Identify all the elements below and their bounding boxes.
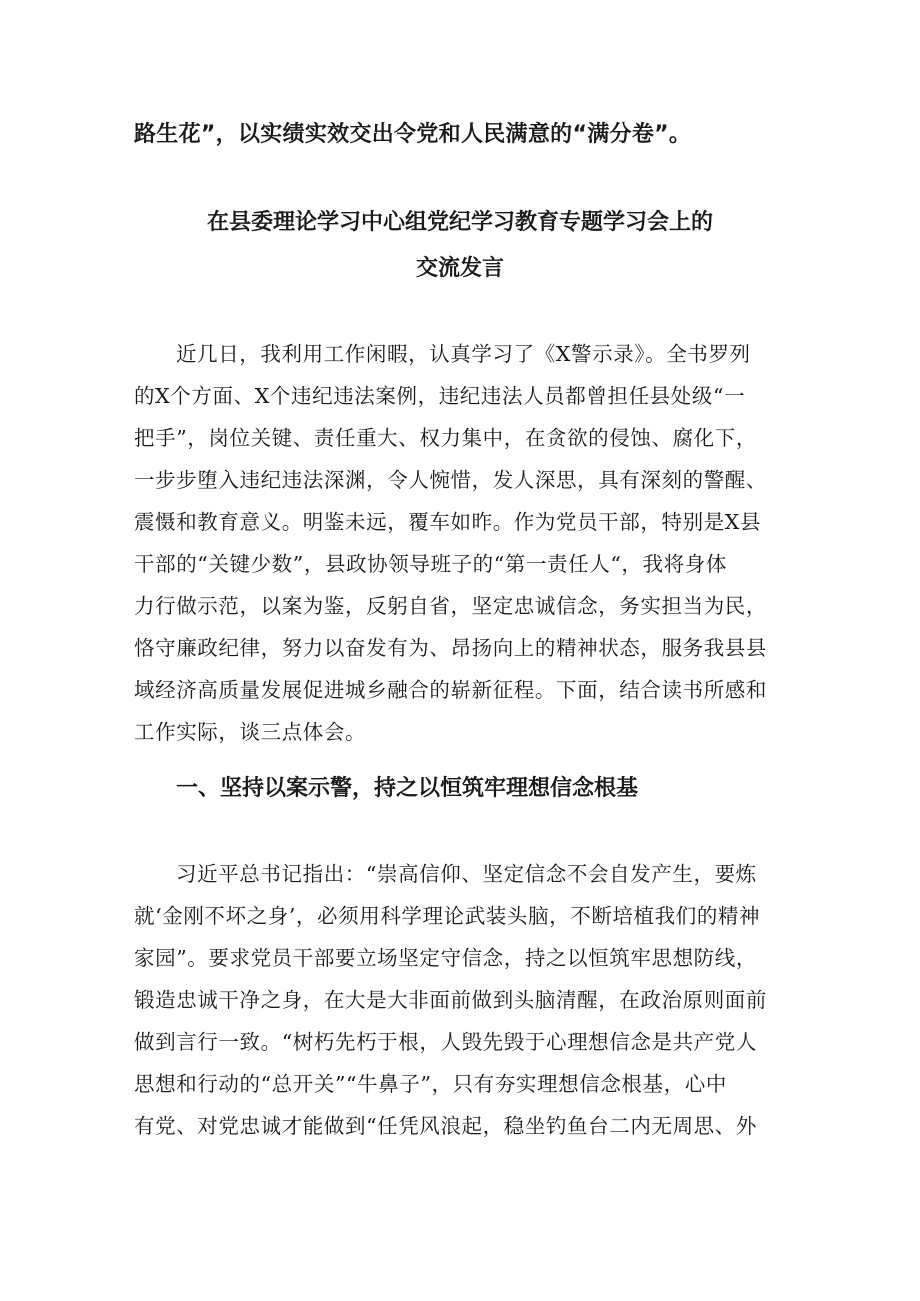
document-title-line-1: 在县委理论学习中心组党纪学习教育专题学习会上的 [206,210,713,235]
paragraph-1-line: 域经济高质量发展促进城乡融合的崭新征程。下面，结合读书所感和 [134,678,767,702]
paragraph-2-line: 有党、对党忠诚才能做到“任凭风浪起，稳坐钓鱼台二内无周思、外 [134,1114,757,1138]
document-title-line-2: 交流发言 [415,256,504,281]
paragraph-2-line: 思想和行动的“总开关”“牛鼻子”，只有夯实理想信念根基，心中 [134,1072,727,1096]
paragraph-1-line: 的X个方面、X个违纪违法案例，违纪违法人员都曾担任县处级“一 [134,384,746,408]
paragraph-1-line: 把手”，岗位关键、责任重大、权力集中，在贪欲的侵蚀、腐化下， [134,426,757,450]
paragraph-2-line: 习近平总书记指出：“崇高信仰、坚定信念不会自发产生，要炼 [176,862,757,886]
paragraph-2-line: 家园”。要求党员干部要立场坚定守信念，持之以恒筑牢思想防线， [134,946,757,970]
section-heading-1: 一、坚持以案示警，持之以恒筑牢理想信念根基 [176,776,639,801]
paragraph-1-line: 干部的“关键少数”，县政协领导班子的“第一责任人“，我将身体 [134,552,727,576]
paragraph-1-line: 恪守廉政纪律，努力以奋发有为、昂扬向上的精神状态，服务我县县 [134,636,767,660]
paragraph-1-line: 近几日，我利用工作闲暇，认真学习了《X警示录》。全书罗列 [176,342,751,366]
opening-line: 路生花”，以实绩实效交出令党和人民满意的“满分卷”。 [134,122,692,147]
paragraph-1-line: 一步步堕入违纪违法深渊，令人惋惜，发人深思，具有深刻的警醒、 [134,468,767,492]
paragraph-1-line: 力行做示范，以案为鉴，反躬自省，坚定忠诚信念，务实担当为民， [134,594,767,618]
paragraph-1-line: 震慑和教育意义。明鉴未远，覆车如昨。作为党员干部，特别是X县 [134,510,762,534]
paragraph-2-line: 就‘金刚不坏之身’，必须用科学理论武装头脑，不断培植我们的精神 [134,904,761,928]
paragraph-2-line: 做到言行一致。“树朽先朽于根，人毁先毁于心理想信念是共产党人 [134,1030,757,1054]
paragraph-1-line: 工作实际，谈三点体会。 [134,720,367,744]
paragraph-2-line: 锻造忠诚干净之身，在大是大非面前做到头脑清醒，在政治原则面前 [134,988,767,1012]
